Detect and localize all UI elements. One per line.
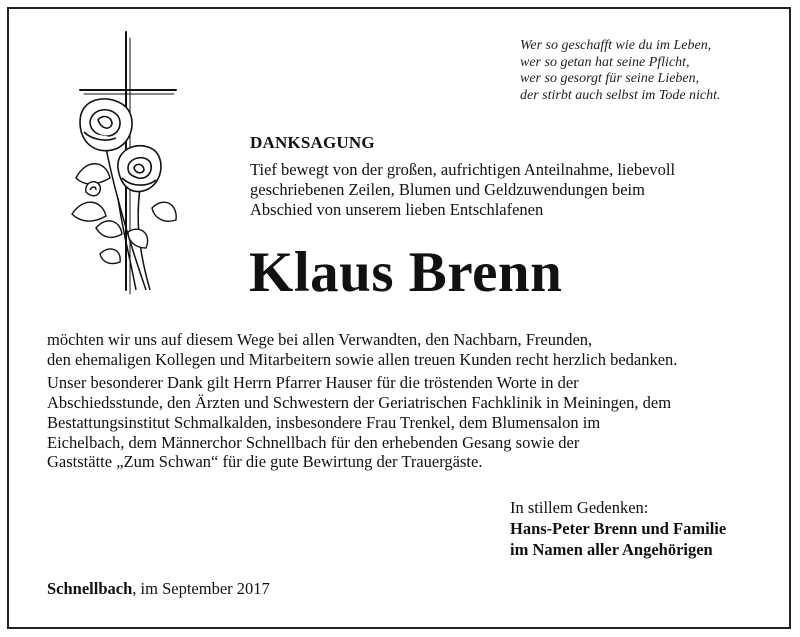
place-town: Schnellbach — [47, 579, 133, 598]
body-line: Gaststätte „Zum Schwan“ für die gute Bewirtung der Trauergäste. — [47, 452, 483, 472]
body-text — [47, 330, 787, 472]
intro-line: Abschied von unserem lieben Entschlafenen — [250, 200, 544, 219]
deceased-name: Klaus Brenn — [249, 241, 563, 304]
body-line: möchten wir uns auf diesem Wege bei allen Verwandten, den Nachbarn, Freunden, — [47, 330, 593, 349]
body-line: den ehemaligen Kollegen und Mitarbeitern sowie allen treuen Kunden recht herzlich bedanken. — [47, 349, 678, 369]
closing-intro: In stillem Gedenken: — [510, 498, 649, 517]
motto-line: wer so gesorgt für seine Lieben, — [520, 71, 700, 86]
body-line: Abschiedsstunde, den Ärzten und Schwestern der Geriatrischen Fachklinik in Meiningen, dem — [47, 393, 672, 413]
body-paragraph-2 — [47, 373, 787, 472]
body-line: Unser besonderer Dank gilt Herrn Pfarrer Hauser für die tröstenden Worte in der — [47, 373, 579, 393]
body-line: Eichelbach, dem Männerchor Schnellbach für den erhebenden Gesang sowie der — [47, 432, 580, 452]
motto-line: der stirbt auch selbst im Tode nicht. — [520, 87, 721, 103]
notice-heading: DANKSAGUNG — [250, 133, 375, 152]
cross-with-roses-icon — [66, 28, 182, 300]
closing-signature — [510, 497, 726, 560]
body-paragraph-1 — [47, 330, 787, 369]
intro-line: geschriebenen Zeilen, Blumen und Geldzuwendungen beim — [250, 180, 645, 199]
motto-line: wer so getan hat seine Pflicht, — [520, 54, 690, 70]
intro-text — [250, 160, 770, 220]
motto-line: Wer so geschafft wie du im Leben, — [520, 38, 712, 53]
signer-line: im Namen aller Angehörigen — [510, 540, 713, 559]
place-date: , im September 2017 — [132, 579, 270, 598]
place-and-date — [47, 579, 270, 599]
signer-line: Hans-Peter Brenn und Familie — [510, 519, 727, 538]
intro-line: Tief bewegt von der großen, aufrichtigen Anteilnahme, liebevoll — [250, 160, 676, 179]
motto-poem — [520, 38, 780, 104]
body-line: Bestattungsinstitut Schmalkalden, insbesondere Frau Trenkel, dem Blumensalon im — [47, 412, 601, 432]
